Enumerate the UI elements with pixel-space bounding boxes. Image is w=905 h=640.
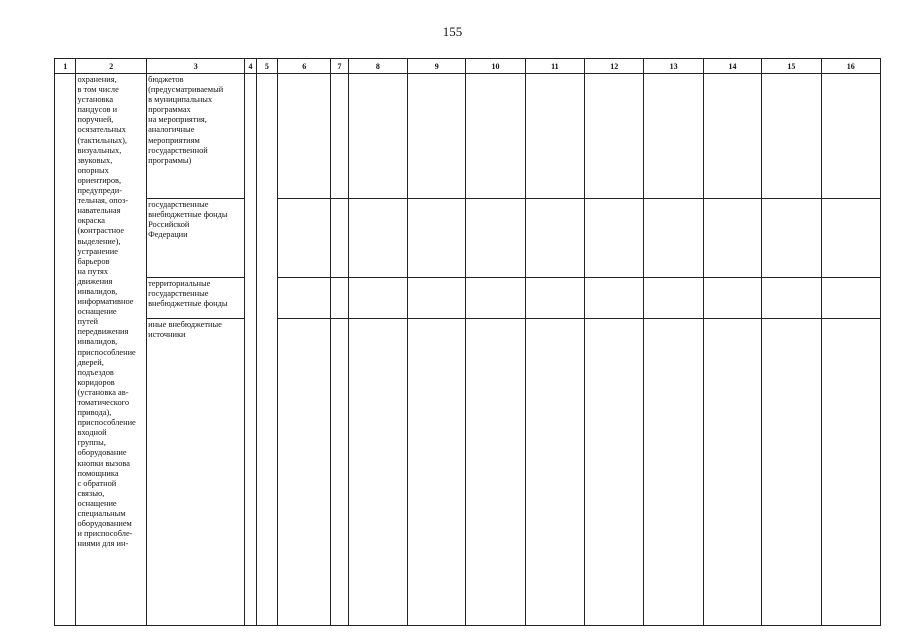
- cell-value: [703, 319, 761, 626]
- cell-value: [466, 319, 525, 626]
- cell-col-5: [256, 74, 277, 626]
- header-col-8: 8: [348, 59, 407, 74]
- cell-value: [762, 199, 821, 278]
- cell-value: [644, 278, 703, 319]
- cell-value: [348, 278, 407, 319]
- header-col-16: 16: [821, 59, 881, 74]
- header-col-11: 11: [525, 59, 584, 74]
- cell-value: [703, 74, 761, 199]
- cell-value: [644, 199, 703, 278]
- cell-value: [762, 74, 821, 199]
- cell-value: [821, 319, 881, 626]
- header-col-9: 9: [408, 59, 466, 74]
- cell-value: [278, 319, 331, 626]
- cell-value: [525, 199, 584, 278]
- cell-value: [821, 74, 881, 199]
- header-col-15: 15: [762, 59, 821, 74]
- cell-value: [821, 278, 881, 319]
- table-row: [55, 74, 881, 199]
- table-row: [55, 199, 881, 278]
- cell-value: [408, 74, 466, 199]
- cell-value: [585, 199, 644, 278]
- cell-value: [408, 199, 466, 278]
- header-row: [55, 59, 881, 74]
- header-col-10: 10: [466, 59, 525, 74]
- cell-value: [585, 278, 644, 319]
- cell-value: [331, 199, 348, 278]
- header-col-6: 6: [278, 59, 331, 74]
- cell-value: [644, 74, 703, 199]
- cell-value: [525, 74, 584, 199]
- cell-value: [703, 199, 761, 278]
- cell-value: [348, 199, 407, 278]
- cell-value: [331, 74, 348, 199]
- cell-value: [525, 278, 584, 319]
- cell-value: [821, 199, 881, 278]
- page-number: 155: [442, 24, 463, 39]
- header-col-4: 4: [245, 59, 256, 74]
- header-col-14: 14: [703, 59, 761, 74]
- table-row: [55, 319, 881, 626]
- header-col-3: 3: [147, 59, 245, 74]
- cell-value: [466, 278, 525, 319]
- header-col-7: 7: [331, 59, 348, 74]
- cell-value: [525, 319, 584, 626]
- cell-value: [331, 278, 348, 319]
- header-col-12: 12: [585, 59, 644, 74]
- cell-value: [408, 319, 466, 626]
- cell-value: [466, 199, 525, 278]
- cell-col-1: [55, 74, 76, 626]
- cell-col-4: [245, 74, 256, 626]
- cell-value: [278, 74, 331, 199]
- table-row: [55, 278, 881, 319]
- cell-value: [278, 278, 331, 319]
- cell-value: [703, 278, 761, 319]
- cell-value: [331, 319, 348, 626]
- cell-value: [408, 278, 466, 319]
- cell-col-3-source: государственные внебюджетные фонды Российской Федерации: [147, 199, 245, 278]
- cell-value: [348, 319, 407, 626]
- header-col-1: 1: [55, 59, 76, 74]
- cell-col-3-source: бюджетов (предусматриваемый в муниципальных программах на мероприятия, аналогичные мероприятиям государственной программы): [147, 74, 245, 199]
- header-col-5: 5: [256, 59, 277, 74]
- header-col-2: 2: [76, 59, 147, 74]
- cell-value: [762, 319, 821, 626]
- budget-table: [54, 58, 881, 626]
- header-col-13: 13: [644, 59, 703, 74]
- cell-value: [348, 74, 407, 199]
- cell-col-2-description: охранения, в том числе установка пандусов и поручней, осязательных (тактильных), визуальных, звуковых, опорных ориентиров, предупреди- тельная, опоз- навательная окраска (контрастное выделение), устранение барьеров на путях движения инвалидов, информативное оснащение путей передвижения инвалидов, приспособление дверей, подъездов коридоров (установка ав- томатического привода), приспособление входной группы, оборудование кнопки вызова помощника с обратной связью, оснащение специальным оборудованием и приспособле- ниями для ин-: [76, 74, 147, 626]
- cell-value: [644, 319, 703, 626]
- cell-value: [762, 278, 821, 319]
- cell-value: [585, 319, 644, 626]
- cell-value: [278, 199, 331, 278]
- cell-value: [466, 74, 525, 199]
- cell-value: [585, 74, 644, 199]
- cell-col-3-source: территориальные государственные внебюджетные фонды: [147, 278, 245, 319]
- cell-col-3-source: иные внебюджетные источники: [147, 319, 245, 626]
